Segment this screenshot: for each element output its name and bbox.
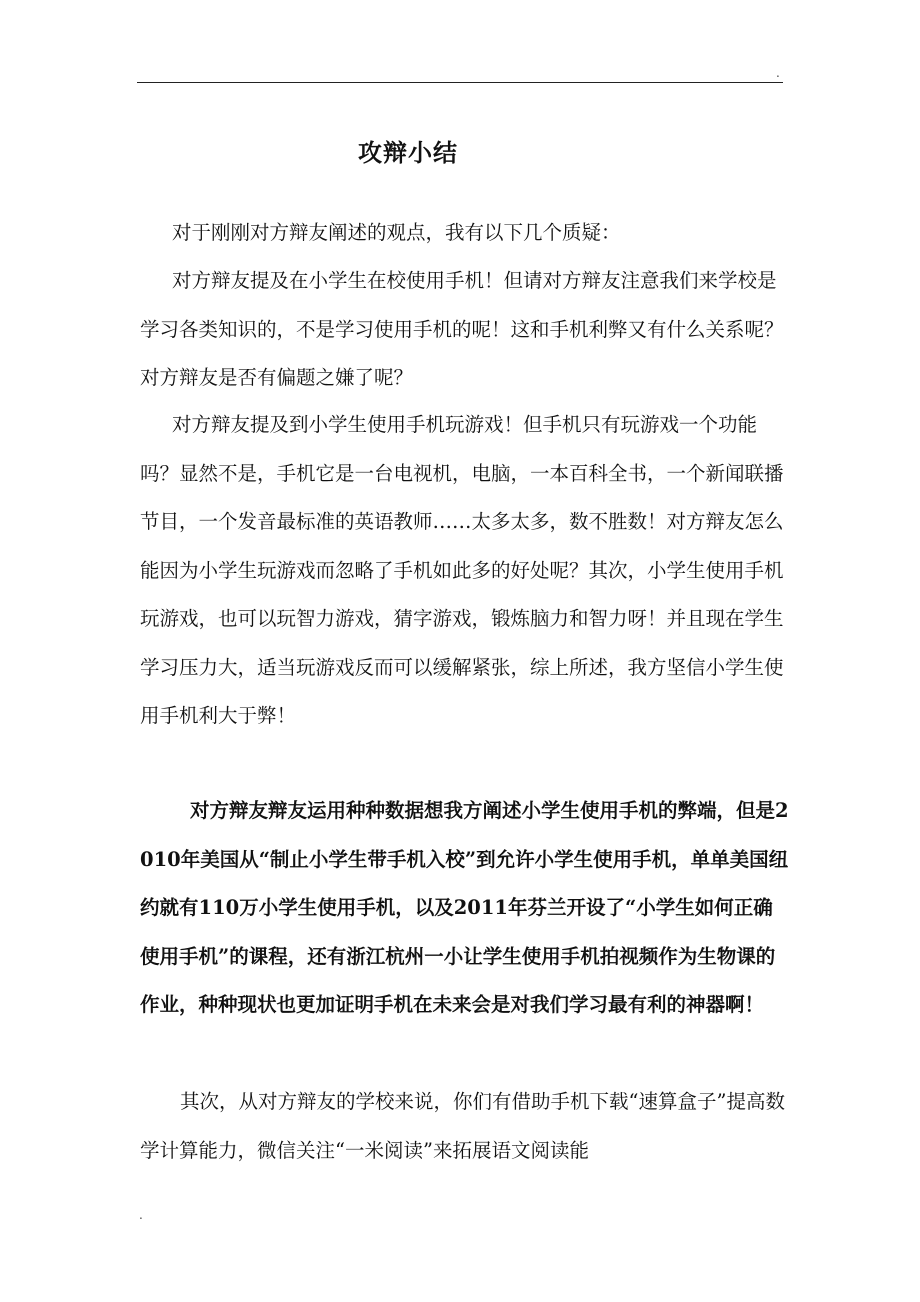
paragraph-school-apps: 其次，从对方辩友的学校来说，你们有借助手机下载“速算盒子”提高数学计算能力，微信关注“一米阅读”来拓展语文阅读能 <box>140 1090 785 1162</box>
paragraph-intro: 对于刚刚对方辩友阐述的观点，我有以下几个质疑： <box>172 221 621 244</box>
paragraph-games: 对方辩友提及到小学生使用手机玩游戏！但手机只有玩游戏一个功能吗？显然不是，手机它是一台电视机，电脑，一本百科全书，一个新闻联播节目，一个发音最标准的英语教师……太多太多，数不胜数！对方辩友怎么能因为小学生玩游戏而忽略了手机如此多的好处呢？其次，小学生使用手机玩游戏，也可以玩智力游戏，猜字游戏，锻炼脑力和智力呀！并且现在学生学习压力大，适当玩游戏反而可以缓解紧张，综上所述，我方坚信小学生使用手机利大于弊！ <box>140 413 784 727</box>
paragraph-data-rebuttal: 对方辩友辩友运用种种数据想我方阐述小学生使用手机的弊端，但是2010年美国从“制止小学生带手机入校”到允许小学生使用手机，单单美国纽约就有110万小学生使用手机，以及2011年芬兰开设了“小学生如何正确使用手机”的课程，还有浙江杭州一小让学生使用手机拍视频作为生物课的作业，种种现状也更加证明手机在未来会是对我们学习最有利的神器啊！ <box>140 799 789 1016</box>
footer-mark: . <box>139 1208 143 1222</box>
header-mark: . <box>776 66 780 80</box>
page-title: 攻辩小结 <box>358 138 458 168</box>
header-rule <box>137 82 783 83</box>
paragraph-school-use: 对方辩友提及在小学生在校使用手机！但请对方辩友注意我们来学校是学习各类知识的，不是学习使用手机的呢！这和手机利弊又有什么关系呢？对方辩友是否有偏题之嫌了呢？ <box>140 269 784 389</box>
